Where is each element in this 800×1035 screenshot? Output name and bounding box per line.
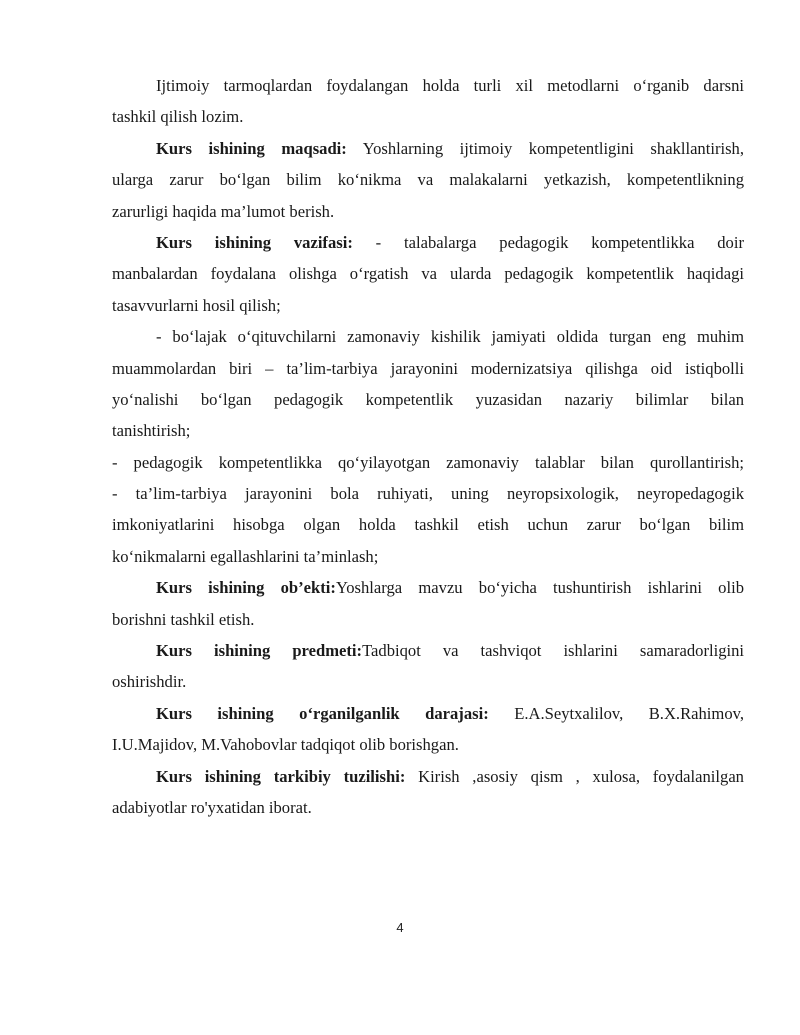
text-line: ularga zarur bo‘lgan bilim ko‘nikma va malakalarni yetkazish, kompetentlikning — [112, 170, 744, 190]
text-line: muammolardan biri – ta’lim-tarbiya jarayonini modernizatsiya qilishga oid istiqbolli — [112, 358, 744, 378]
paragraph-structure — [112, 761, 744, 824]
text-line: ko‘nikmalarni egallashlarini ta’minlash; — [112, 546, 379, 566]
paragraph-tasks — [112, 227, 744, 321]
heading-study-level: Kurs ishining o‘rganilganlik darajasi: — [156, 703, 489, 723]
text-line: manbalardan foydalana olishga o‘rgatish va ularda pedagogik kompetentlik haqidagi — [112, 264, 744, 284]
text-line: oshirishdir. — [112, 672, 187, 692]
paragraph-task-2 — [112, 321, 744, 447]
page-number: 4 — [396, 920, 404, 935]
heading-object: Kurs ishining ob’ekti: — [156, 578, 336, 598]
text-span: Kirish ,asosiy qism , xulosa, foydalanilgan — [405, 766, 744, 786]
text-line: I.U.Majidov, M.Vahobovlar tadqiqot olib borishgan. — [112, 735, 459, 755]
text-span: - talabalarga pedagogik kompetentlikka doir — [352, 232, 744, 252]
text-line: - bo‘lajak o‘qituvchilarni zamonaviy kishilik jamiyati oldida turgan eng muhim — [156, 327, 744, 347]
paragraph-task-3 — [112, 447, 744, 478]
text-line: - ta’lim-tarbiya jarayonini bola ruhiyati, uning neyropsixologik, neyropedagogik — [112, 484, 744, 504]
heading-tasks: Kurs ishining vazifasi: — [156, 232, 353, 252]
text-span: Yoshlarning ijtimoiy kompetentligini shakllantirish, — [346, 138, 744, 158]
paragraph-task-4 — [112, 478, 744, 572]
text-line: adabiyotlar ro'yxatidan iborat. — [112, 797, 312, 817]
text-line: tasavvurlarni hosil qilish; — [112, 295, 281, 315]
body-text — [112, 70, 744, 823]
text-line — [112, 761, 744, 792]
text-span: E.A.Seytxalilov, B.X.Rahimov, — [488, 703, 744, 723]
text-span: Tadbiqot va tashviqot ishlarini samaradorligini — [362, 641, 745, 661]
heading-structure: Kurs ishining tarkibiy tuzilishi: — [156, 766, 406, 786]
text-line — [112, 133, 744, 164]
text-line: - pedagogik kompetentlikka qo‘yilayotgan zamonaviy talablar bilan qurollantirish; — [112, 452, 744, 472]
text-line — [112, 227, 744, 258]
text-line: borishni tashkil etish. — [112, 609, 255, 629]
paragraph-intro — [112, 70, 744, 133]
text-line — [112, 572, 744, 603]
heading-subject: Kurs ishining predmeti: — [156, 641, 363, 661]
paragraph-subject — [112, 635, 744, 698]
paragraph-object — [112, 572, 744, 635]
text-line: tanishtirish; — [112, 421, 191, 441]
text-line — [112, 635, 744, 666]
text-line: Ijtimoiy tarmoqlardan foydalangan holda turli xil metodlarni o‘rganib darsni — [156, 76, 744, 95]
paragraph-study-level — [112, 698, 744, 761]
text-span: Yoshlarga mavzu bo‘yicha tushuntirish ishlarini olib — [335, 578, 744, 598]
text-line: tashkil qilish lozim. — [112, 107, 244, 127]
paragraph-goal — [112, 133, 744, 227]
heading-goal: Kurs ishining maqsadi: — [156, 138, 347, 158]
text-line: zarurligi haqida ma’lumot berish. — [112, 201, 335, 221]
text-line: imkoniyatlarini hisobga olgan holda tashkil etish uchun zarur bo‘lgan bilim — [112, 515, 744, 535]
text-line: yo‘nalishi bo‘lgan pedagogik kompetentlik yuzasidan nazariy bilimlar bilan — [112, 389, 744, 409]
text-line — [112, 698, 744, 729]
